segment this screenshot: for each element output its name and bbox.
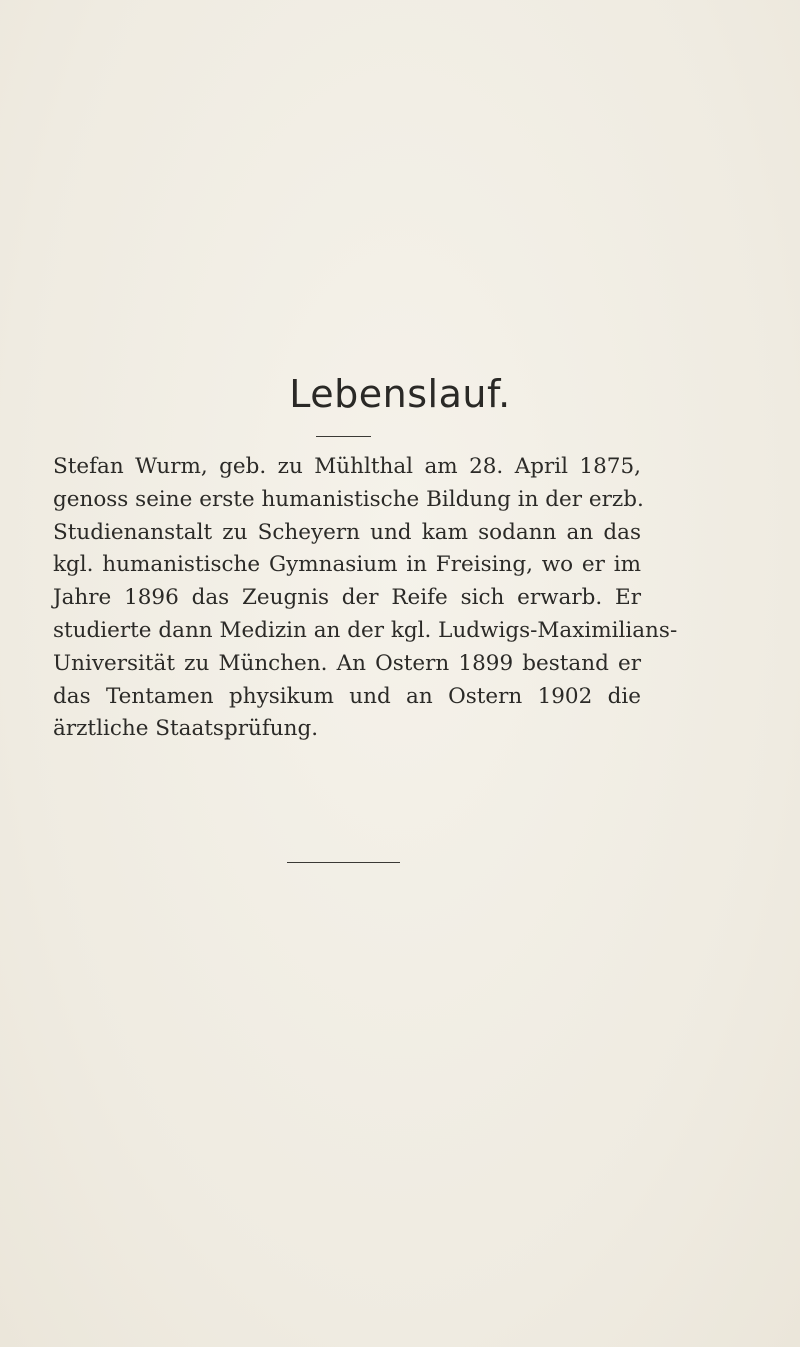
text-line: kgl. humanistische Gymnasium in Freising, wo er im bbox=[53, 552, 641, 578]
text-line: Studienanstalt zu Scheyern und kam sodann an das bbox=[53, 519, 641, 545]
text-line: ärztliche Staatsprüfung. bbox=[53, 716, 319, 742]
page-title: Lebenslauf. bbox=[289, 372, 511, 416]
biography-paragraph bbox=[53, 451, 678, 746]
text-line: das Tentamen physikum und an Ostern 1902 die bbox=[53, 683, 641, 709]
text-line: Stefan Wurm, geb. zu Mühlthal am 28. April 1875, bbox=[53, 454, 641, 479]
title-divider bbox=[316, 436, 371, 437]
closing-divider bbox=[287, 862, 400, 863]
text-line: Universität zu München. An Ostern 1899 bestand er bbox=[53, 650, 641, 676]
text-line: genoss seine erste humanistische Bildung in der erzb. bbox=[53, 486, 644, 512]
text-line: Jahre 1896 das Zeugnis der Reife sich erwarb. Er bbox=[53, 585, 641, 611]
text-line: studierte dann Medizin an der kgl. Ludwigs-Maximilians- bbox=[53, 617, 678, 643]
